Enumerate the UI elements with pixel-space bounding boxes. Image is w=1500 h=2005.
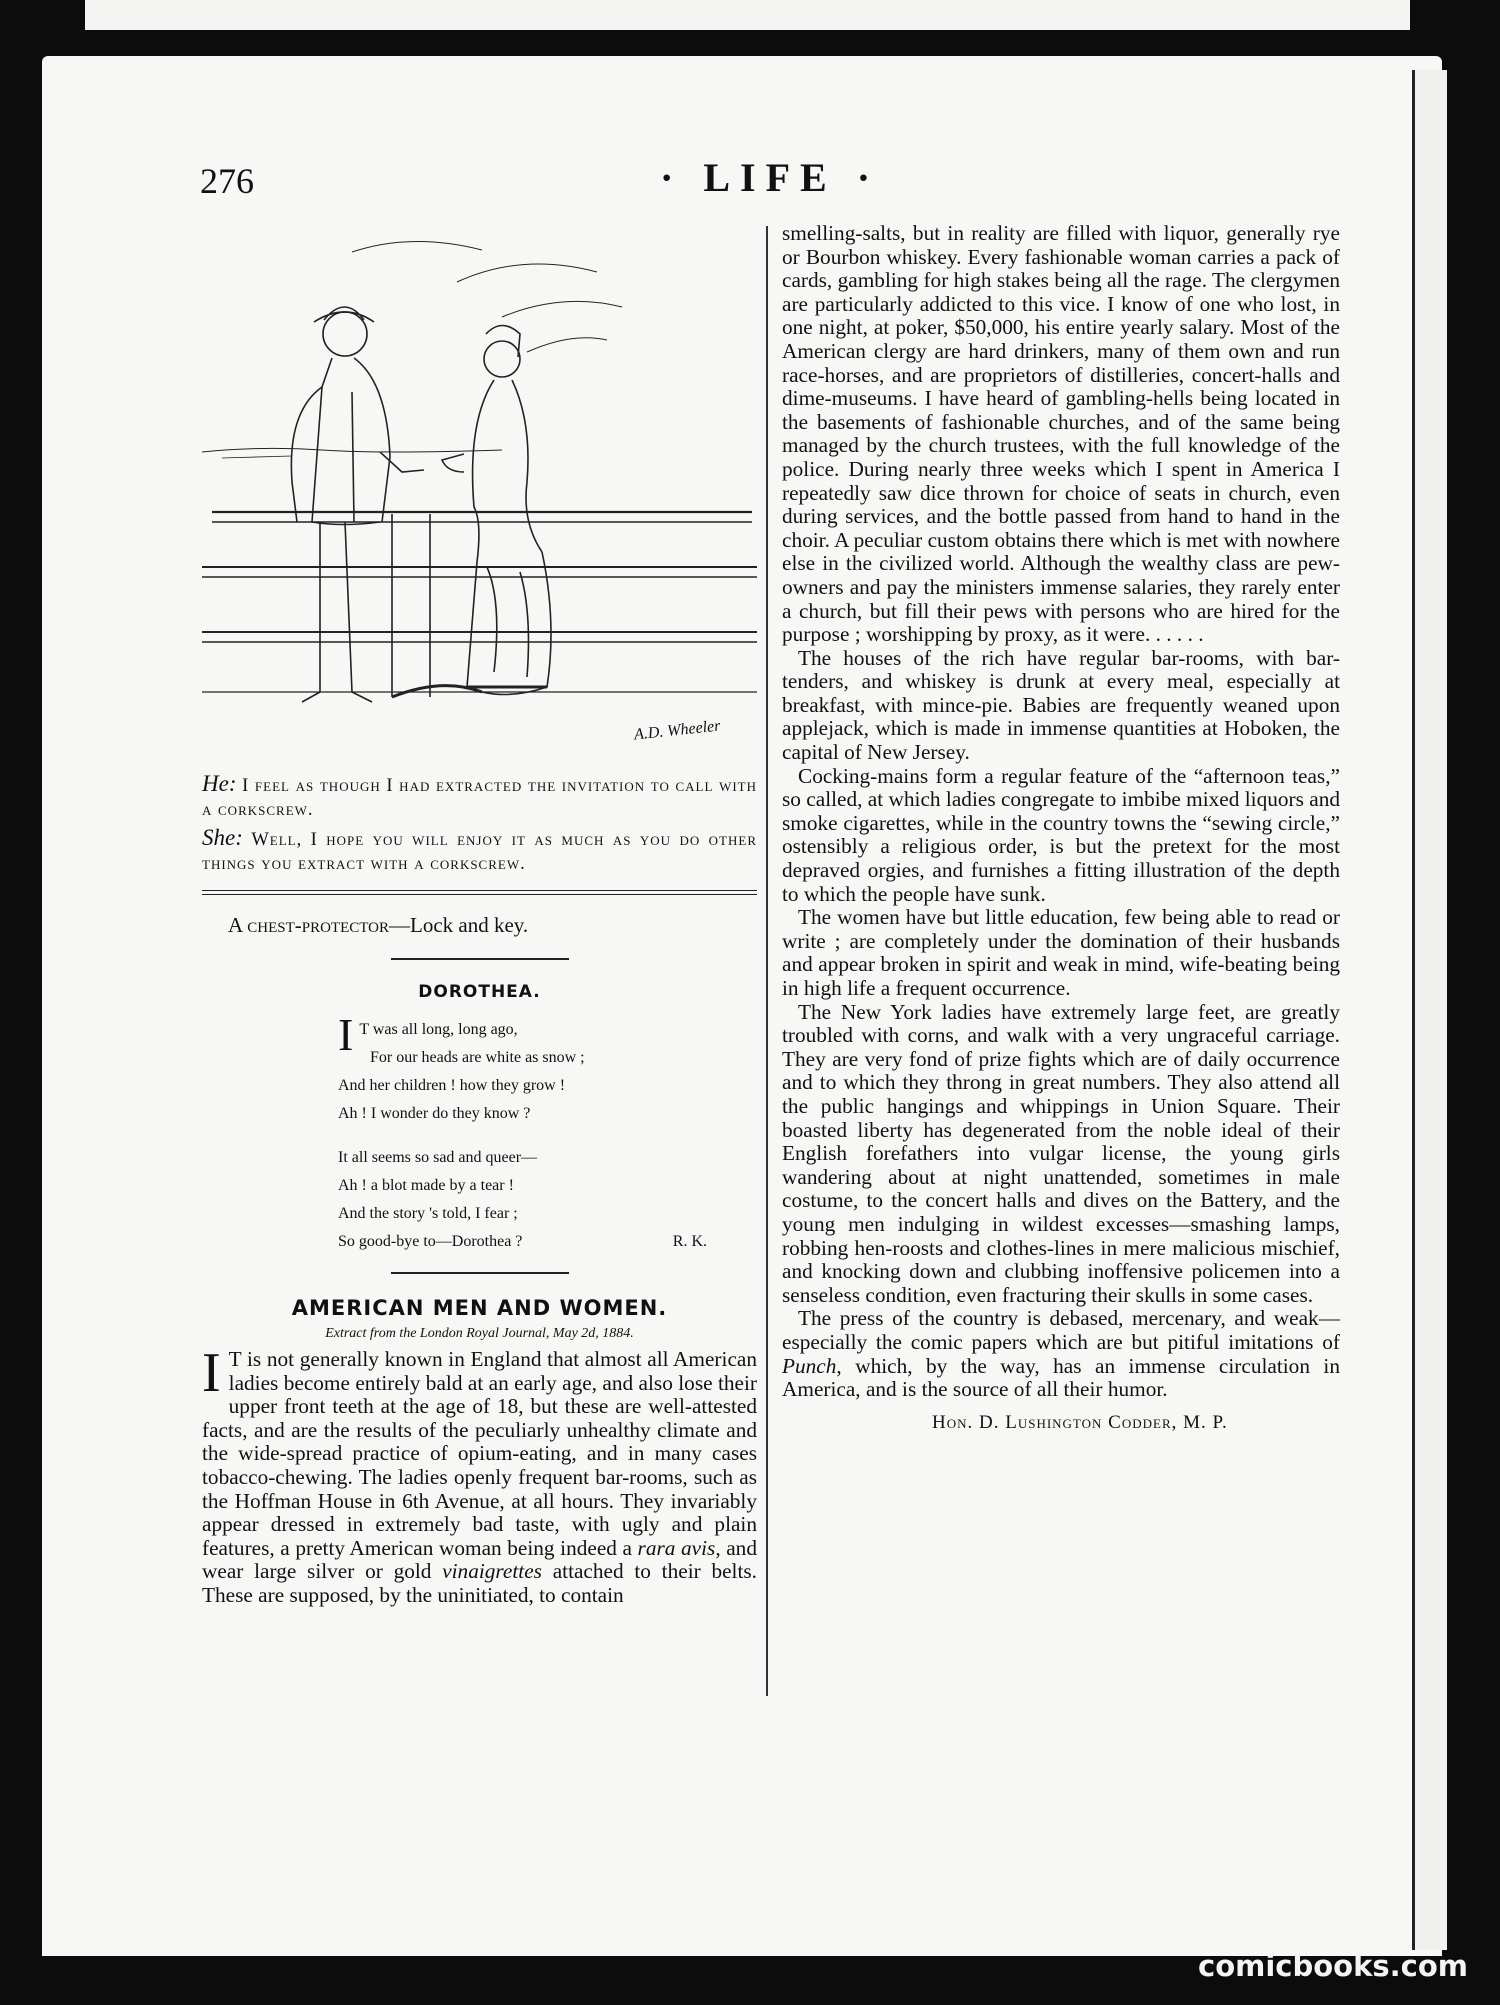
article-dropcap: I	[202, 1342, 221, 1404]
joke-punchline: —Lock and key.	[389, 913, 529, 937]
cartoon-drawing	[202, 222, 757, 762]
article-source: Extract from the London Royal Journal, May 2d, 1884.	[325, 1326, 634, 1341]
article-italic: Punch	[782, 1353, 837, 1378]
right-column	[782, 222, 1340, 1434]
caption-he-text: I feel as though I had extracted the invitation to call with a corkscrew.	[202, 776, 757, 820]
page-number: 276	[200, 161, 254, 201]
article-byline: Hon. D. Lushington Codder, M. P.	[932, 1411, 1228, 1433]
article-italic: vinaigrettes	[442, 1559, 542, 1584]
article-paragraph-3: Cocking-mains form a regular feature of the “afternoon teas,” so called, at which ladies congregate to imbibe mixed liquors and smoke cigarettes, while in the country towns the “sewing circle,” ostensibly a religious order, is but the pretext for the most depraved orgies, and furnishes a fitting illustration of the depth to which the people have sunk.	[782, 763, 1340, 906]
divider-rule	[391, 958, 569, 960]
poem-line: It all seems so sad and queer—	[338, 1149, 538, 1166]
article-paragraph-4: The women have but little education, few being able to read or write ; are completely under the domination of their husbands and appear broken in spirit and weak in mind, wife-beating being in high life a frequent occurrence.	[782, 905, 1340, 1000]
poem-line: Ah ! a blot made by a tear !	[338, 1177, 514, 1194]
speaker-she: She:	[202, 825, 243, 850]
caption-she	[202, 826, 757, 876]
speaker-he: He:	[202, 771, 237, 796]
poem-line: And the story 's told, I fear ;	[338, 1205, 518, 1222]
poem-dropcap: I	[338, 1009, 354, 1060]
article-text: attached to their belts. These are supposed, by the uninitiated, to contain	[202, 1559, 757, 1607]
poem-author: R. K.	[672, 1233, 707, 1250]
caption-he	[202, 772, 757, 822]
poem-line: And her children ! how they grow !	[338, 1077, 566, 1094]
article-text: , which, by the way, has an immense circulation in America, and is the source of all their humor.	[782, 1353, 1340, 1402]
article-paragraph-1	[202, 1342, 757, 1608]
left-column	[202, 222, 757, 1608]
poem-line: Ah ! I wonder do they know ?	[338, 1105, 531, 1122]
artist-signature: A.D. Wheeler	[633, 717, 722, 744]
poem-stanza-2	[338, 1144, 757, 1256]
article-italic: rara avis	[637, 1535, 716, 1560]
article-paragraph-2: The houses of the rich have regular bar-rooms, with bar-tenders, and whiskey is drunk at every meal, especially at breakfast, with mince-pie. Babies are frequently weaned upon applejack, which is made in immense quantities at Hoboken, the capital of New Jersey.	[782, 645, 1340, 765]
cartoon-caption	[202, 772, 757, 876]
article-paragraph-1-continued: smelling-salts, but in reality are filled with liquor, generally rye or Bourbon whiskey. Every fashionable woman carries a pack of cards, gambling for high stakes being all the rage. The clergymen are particularly addicted to this vice. I know of one who lost, in one night, at poker, $50,000, his entire yearly salary. Most of the American clergy are hard drinkers, many of them own and run race-horses, and are proprietors of distilleries, concert-halls and dime-museums. I have heard of gambling-hells being located in the basements of fashionable churches, and of the same being managed by the church trustees, with the full knowledge of the police. During nearly three weeks which I spent in America I repeatedly saw dice thrown for choice of seats in church, even during services, and the bottle passed from hand to hand in the choir. A peculiar custom obtains there which is met with nowhere else in the civilized world. Although the wealthy class are pew-owners and pay the ministers immense salaries, they rarely enter a church, but fill their pews with persons who are hired for the purpose ; worshipping by proxy, as it were. . . . . .	[782, 221, 1340, 647]
article-paragraph-5: The New York ladies have extremely large feet, are greatly troubled with corns, and walk with a very ungraceful carriage. They are very fond of prize fights which are of daily occurrence and to which they throng in great numbers. They also attend all the public hangings and whippings in Union Square. Their boasted liberty has degenerated from the noble ideal of their English forefathers into vulgar license, the young girls wandering about at night unattended, sometimes in male costume, to the concert halls and dives on the Battery, and the young men indulging in wildest excesses—smashing lamps, robbing hen-roosts and clothes-lines in mere malicious mischief, and knocking down and clubbing inoffensive policemen into a senseless condition, even fracturing their skulls in some cases.	[782, 999, 1340, 1307]
cartoon-illustration	[202, 222, 757, 762]
poem-line	[338, 1228, 757, 1256]
page-binding	[1412, 70, 1447, 1950]
article-text: T is not generally known in England that almost all American ladies become entirely bald at an early age, and also lose their upper front teeth at the age of 18, but these are well-attested facts, and are the results of the peculiarly unhealthy climate and the wide-spread practice of opium-eating, and in many cases tobacco-chewing. The ladies openly frequent bar-rooms, such as the Hoffman House in 6th Avenue, at all hours. They invariably appear dressed in extremely bad taste, with ugly and plain features, a pretty American woman being indeed a	[202, 1347, 757, 1560]
previous-page-edge	[85, 0, 1410, 30]
poem-line: For our heads are white as snow ;	[370, 1049, 585, 1066]
section-divider	[202, 890, 757, 895]
column-rule	[766, 226, 768, 1696]
poem-line: T was all long, long ago,	[359, 1021, 518, 1038]
masthead: · LIFE ·	[660, 155, 881, 200]
poem	[338, 1009, 757, 1256]
caption-she-text: Well, I hope you will enjoy it as much as you do other things you extract with a corkscrew.	[202, 830, 757, 874]
divider-rule	[391, 1272, 569, 1274]
watermark: comicbooks.com	[1198, 1949, 1468, 1983]
joke-setup: A chest-protector	[228, 913, 389, 937]
article-text: , and wear large silver or gold	[202, 1535, 757, 1584]
poem-line-text: So good-bye to—Dorothea ?	[338, 1233, 523, 1250]
article-paragraph-6	[782, 1307, 1340, 1401]
poem-stanza-1	[338, 1009, 757, 1128]
joke	[228, 913, 757, 938]
article-text: The press of the country is debased, mercenary, and weak—especially the comic papers which are but pitiful imitations of	[782, 1306, 1340, 1354]
article-title: AMERICAN MEN AND WOMEN.	[291, 1296, 668, 1320]
poem-title: DOROTHEA.	[418, 982, 541, 1002]
